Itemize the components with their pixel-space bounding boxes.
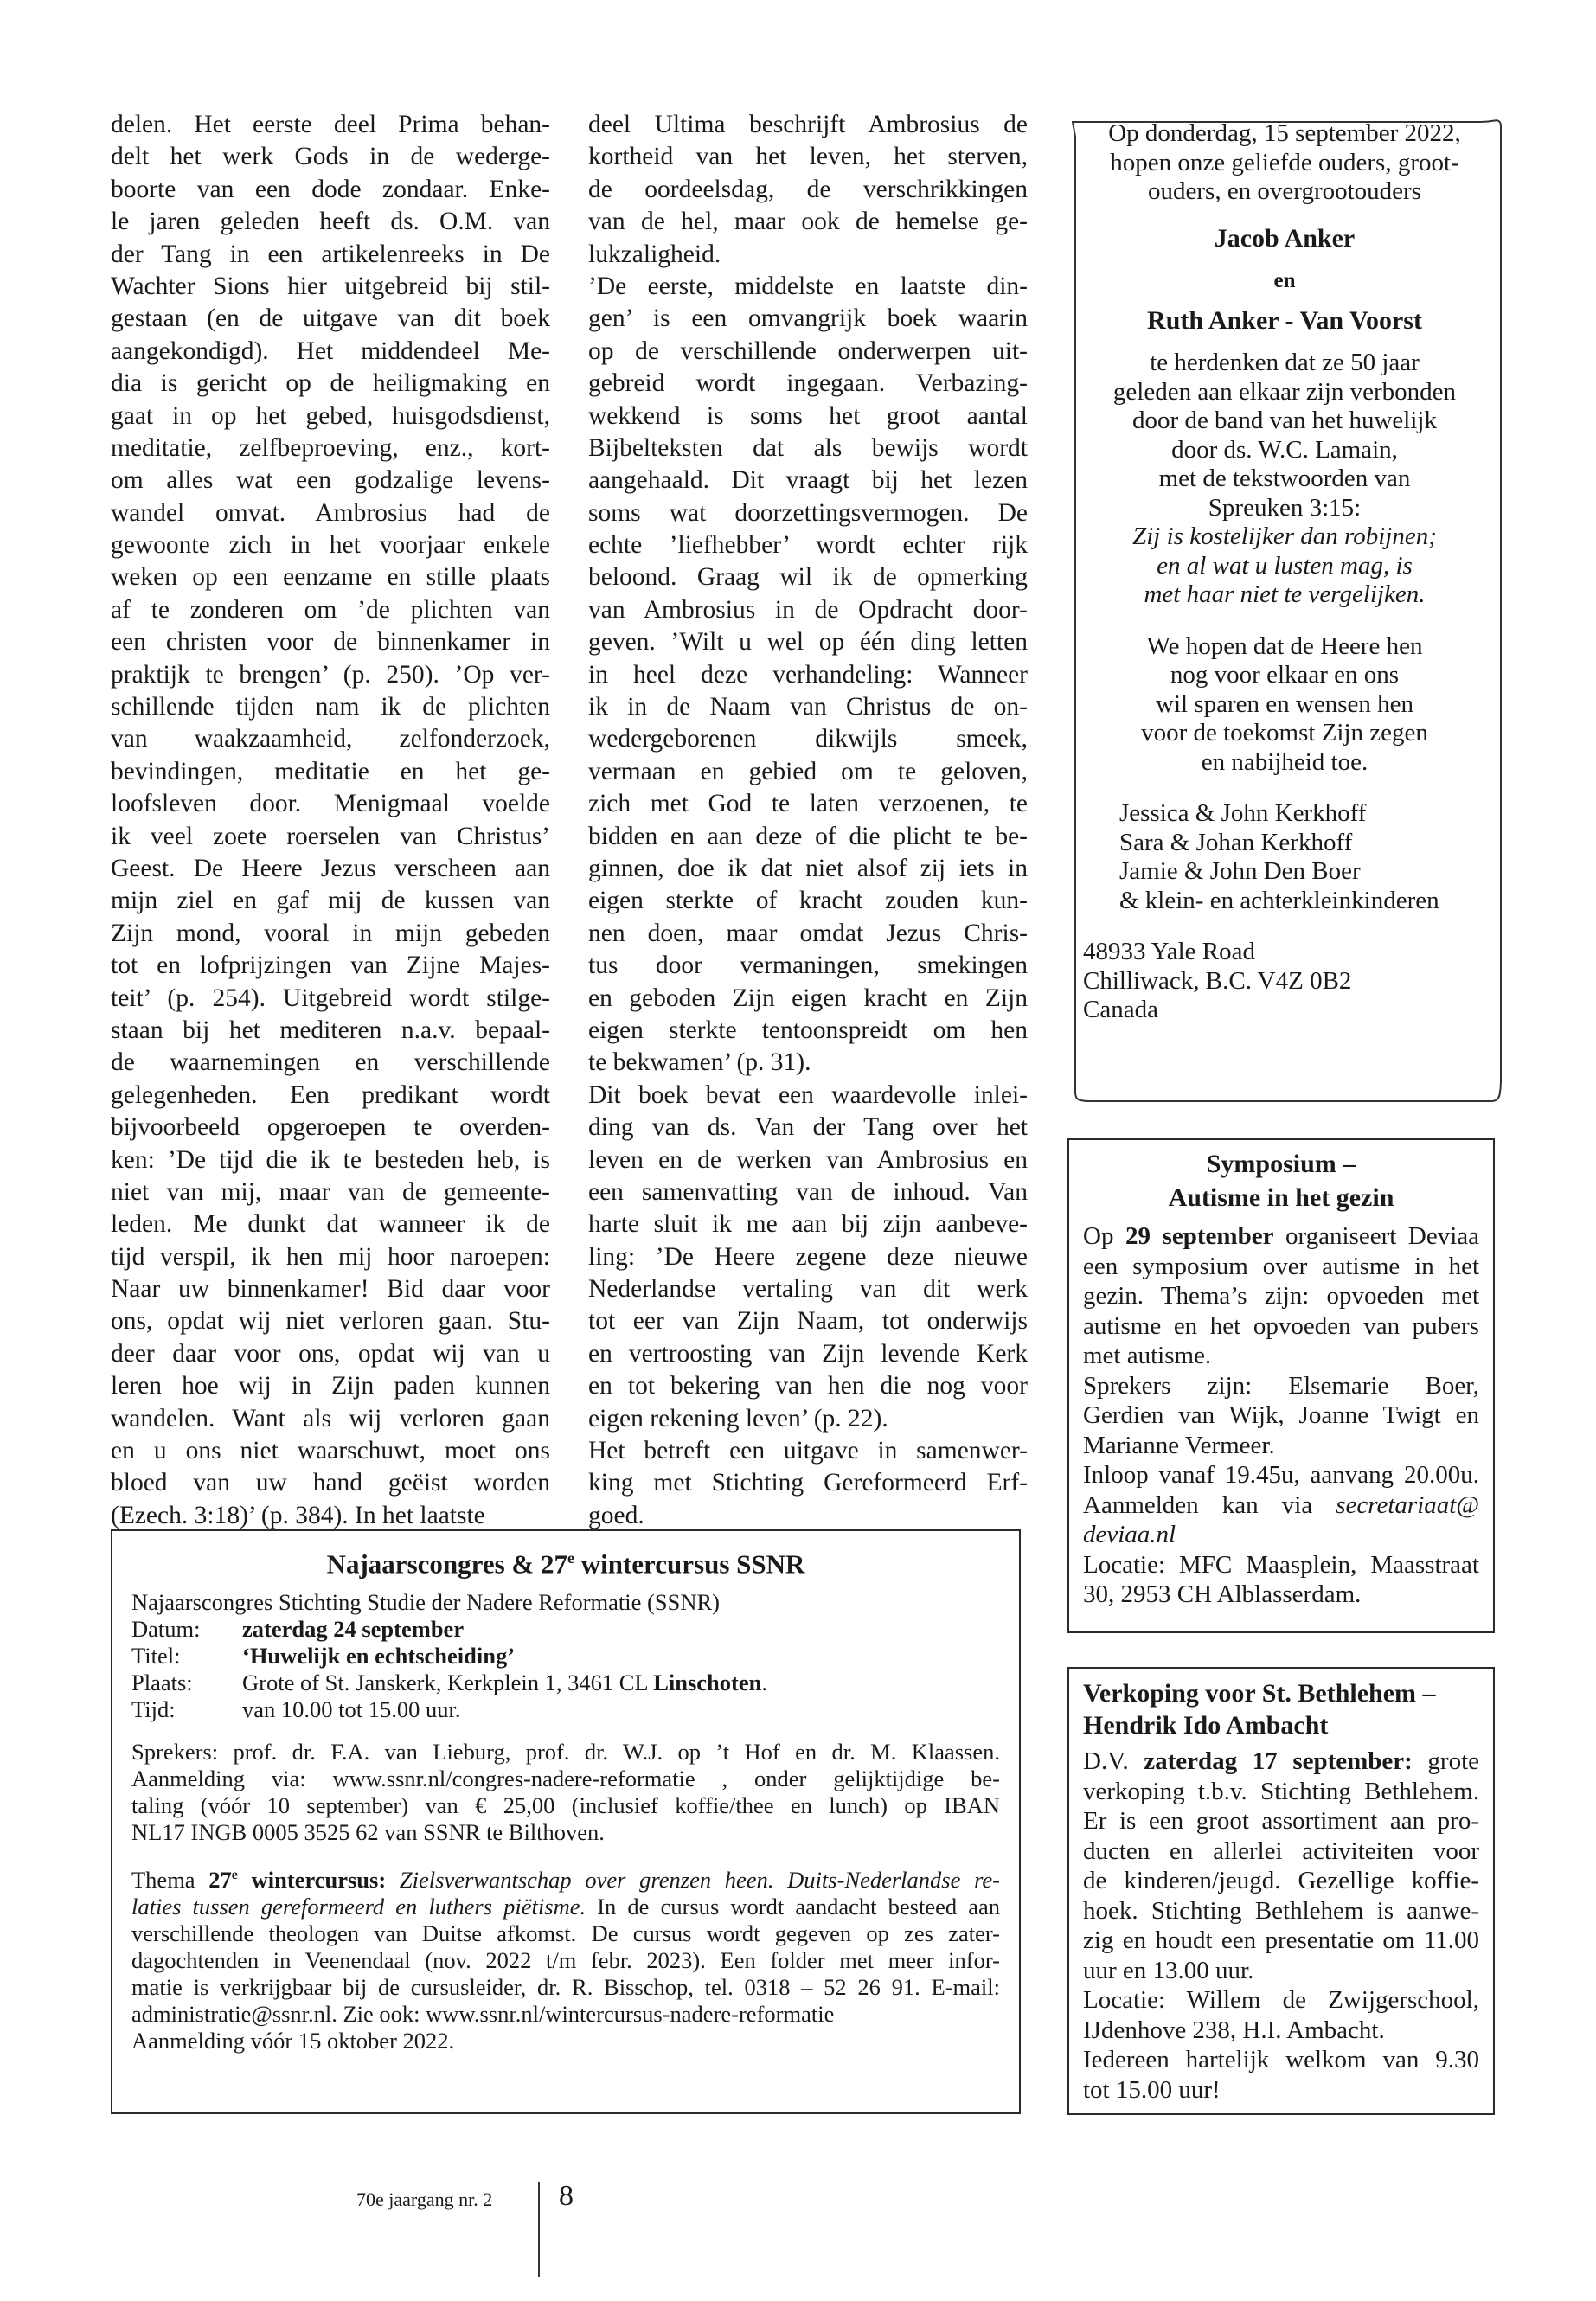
symposium-title-2: Autisme in het gezin: [1168, 1183, 1394, 1212]
article-line: praktijk te brengen’ (p. 250). ’Op ver-: [111, 660, 550, 689]
article-line: te bekwamen’ (p. 31).: [588, 1048, 811, 1077]
article-line: tus door vermaningen, smekingen: [588, 952, 1028, 980]
article-line: eigen rekening leven’ (p. 22).: [588, 1404, 888, 1433]
article-line: staan bij het mediteren n.a.v. bepaal-: [111, 1016, 550, 1044]
anniv-family-3: Jamie & John Den Boer: [1119, 857, 1361, 885]
symposium-location-1: Locatie: MFC Maasplein, Maasstraat: [1083, 1550, 1479, 1579]
anniv-wish-2: nog voor elkaar en ons: [1170, 661, 1400, 689]
article-line: (Ezech. 3:18)’ (p. 384). In het laatste: [111, 1501, 485, 1529]
article-line: der Tang in een artikelenreeks in De: [111, 240, 550, 268]
article-line: gestaan (en de uitgave van dit boek: [111, 304, 550, 333]
article-line: goed.: [588, 1501, 644, 1529]
article-line: aangehaald. Dit vraagt bij het lezen: [588, 466, 1028, 495]
congres-plaats-row: Plaats: Grote of St. Janskerk, Kerkplein 1, 3461 CL Linschoten.: [131, 1670, 767, 1696]
article-line: ding van ds. Van der Tang over het: [588, 1113, 1028, 1142]
article-line: lukzaligheid.: [588, 240, 721, 268]
bethlehem-title-2: Hendrik Ido Ambacht: [1083, 1711, 1329, 1740]
anniv-body-2: geleden aan elkaar zijn verbonden: [1112, 377, 1457, 406]
bethlehem-line: tot 15.00 uur!: [1083, 2075, 1221, 2104]
article-line: om alles wat een godzalige levens-: [111, 466, 550, 495]
article-line: zich met God te laten verzoenen, te: [588, 790, 1028, 818]
footer-issue: 70e jaargang nr. 2: [356, 2189, 493, 2210]
symposium-email-2: deviaa.nl: [1083, 1521, 1176, 1548]
anniv-wish-5: en nabijheid toe.: [1201, 747, 1368, 776]
symposium-line-1: Op 29 september organiseert Deviaa: [1083, 1222, 1480, 1250]
article-line: een samenvatting van de inhoud. Van: [588, 1177, 1028, 1206]
anniv-wish-3: wil sparen en wensen hen: [1156, 689, 1413, 718]
article-line: gen’ is een omvangrijk boek waarin: [588, 304, 1028, 333]
article-line: gebreid wordt ingegaan. Verbazing-: [588, 369, 1028, 398]
congres-thema-line: administratie@ssnr.nl. Zie ook: www.ssnr.nl/wintercursus-nadere-reformatie: [131, 2001, 835, 2028]
article-line: eigen sterkte of kracht zouden kun-: [588, 887, 1028, 915]
article-line: van waakzaamheid, zelfonderzoek,: [111, 725, 550, 753]
bethlehem-line: Er is een groot assortiment aan pro-: [1083, 1807, 1479, 1835]
article-line: Dit boek bevat een waardevolle inlei-: [588, 1080, 1028, 1109]
symposium-line: Sprekers zijn: Elsemarie Boer,: [1083, 1371, 1479, 1400]
bethlehem-line-1: D.V. zaterdag 17 september: grote: [1083, 1747, 1480, 1775]
article-line: dia is gericht op de heiligmaking en: [111, 369, 550, 398]
anniv-verse-2: en al wat u lusten mag, is: [1157, 551, 1413, 580]
article-line: delen. Het eerste deel Prima behan-: [111, 111, 550, 138]
article-line: ginnen, doe ik dat niet alsof zij iets in: [588, 854, 1028, 882]
article-line: geven. ’Wilt u wel op één ding letten: [588, 628, 1028, 657]
congres-thema-line: verschillende theologen van Duitse afkomst. De cursus wordt gegeven op zes zater-: [131, 1920, 1000, 1947]
article-line: eigen sterkte tentoonspreidt om hen: [588, 1016, 1028, 1044]
congres-title: Najaarscongres & 27e wintercursus SSNR: [326, 1548, 805, 1580]
bethlehem-line: Locatie: Willem de Zwijgerschool,: [1083, 1986, 1479, 2014]
article-line: Nederlandse vertaling van dit werk: [588, 1275, 1028, 1304]
article-line: soms wat doorzettingsvermogen. De: [588, 498, 1028, 527]
anniv-family-4: & klein- en achterkleinkinderen: [1119, 886, 1439, 914]
bethlehem-line: ducten en allerlei activiteiten voor: [1083, 1836, 1479, 1865]
article-line: deel Ultima beschrijft Ambrosius de: [588, 111, 1028, 138]
symposium-line: met autisme.: [1083, 1342, 1212, 1369]
article-line: een christen voor de binnenkamer in: [111, 628, 550, 657]
article-line: schillende tijden nam ik de plichten: [111, 693, 550, 721]
article-line: beloond. Graag wil ik de opmerking: [588, 563, 1028, 592]
symposium-line: Gerdien van Wijk, Joanne Twigt en: [1083, 1401, 1479, 1429]
article-line: king met Stichting Gereformeerd Erf-: [588, 1469, 1028, 1497]
article-line: wandel omvat. Ambrosius had de: [111, 498, 550, 527]
anniv-address-1: 48933 Yale Road: [1083, 938, 1255, 965]
article-line: ken: ’De tijd die ik te besteden heb, is: [111, 1145, 550, 1174]
anniv-intro-3: ouders, en overgrootouders: [1148, 177, 1421, 205]
bethlehem-line: hoek. Stichting Bethlehem is aanwe-: [1083, 1896, 1479, 1925]
article-line: meditatie, zelfbeproeving, enz., kort-: [111, 433, 550, 462]
article-line: bevindingen, meditatie en het ge-: [111, 757, 550, 785]
anniv-name-1: Jacob Anker: [1214, 223, 1356, 253]
symposium-email: secretariaat@: [1336, 1490, 1479, 1519]
anniv-family-2: Sara & Johan Kerkhoff: [1119, 828, 1353, 856]
article-line: teit’ (p. 254). Uitgebreid wordt stilge-: [111, 984, 550, 1012]
anniv-wish-4: voor de toekomst Zijn zegen: [1141, 719, 1428, 747]
article-line: leven en de werken van Ambrosius en: [588, 1145, 1028, 1174]
anniv-body-4: door ds. W.C. Lamain,: [1171, 435, 1398, 464]
article-line: Naar uw binnenkamer! Bid daar voor: [111, 1275, 550, 1304]
article-line: delt het werk Gods in de wederge-: [111, 143, 550, 171]
article-line: nen doen, maar omdat Jezus Chris-: [588, 919, 1028, 947]
anniv-intro-2: hopen onze geliefde ouders, groot-: [1110, 148, 1459, 176]
symposium-register-line: Aanmelden kan via secretariaat@: [1083, 1490, 1479, 1519]
symposium-line: gezin. Thema’s zijn: opvoeden met: [1083, 1282, 1479, 1310]
article-line: vermaan en gebied om te geloven,: [588, 757, 1028, 785]
article-line: gaat in op het gebed, huisgodsdienst,: [111, 401, 550, 430]
article-line: ling: ’De Heere zegene deze nieuwe: [588, 1242, 1028, 1271]
anniv-body-5: met de tekstwoorden van: [1158, 465, 1411, 492]
anniv-body-3: door de band van het huwelijk: [1132, 407, 1437, 434]
symposium-line: autisme en het opvoeden van pubers: [1083, 1311, 1479, 1340]
article-line: op de verschillende onderwerpen uit-: [588, 336, 1028, 365]
article-line: en u ons niet waarschuwt, moet ons: [111, 1437, 550, 1465]
article-line: bijvoorbeeld opgeroepen te overden-: [111, 1113, 550, 1142]
congres-thema-line-1: Thema 27e wintercursus: Zielsverwantschap over grenzen heen. Duits-Nederlandse re-: [131, 1867, 1000, 1894]
article-line: boorte van een dode zondaar. Enke-: [111, 175, 550, 203]
bethlehem-line: verkoping t.b.v. Stichting Bethlehem.: [1083, 1777, 1479, 1805]
article-line: en vertroosting van Zijn levende Kerk: [588, 1339, 1028, 1368]
article-line: mijn ziel en gaf mij de kussen van: [111, 887, 550, 915]
article-line: gewoonte zich in het voorjaar enkele: [111, 531, 550, 560]
article-line: en tot bekering van hen die nog voor: [588, 1372, 1028, 1400]
article-line: aangekondigd). Het middendeel Me-: [111, 336, 550, 365]
article-line: wedergeborenen dikwijls smeek,: [588, 725, 1028, 753]
symposium-location-2: 30, 2953 CH Alblasserdam.: [1083, 1580, 1362, 1608]
congres-sprekers-line: NL17 INGB 0005 3525 62 van SSNR te Bilthoven.: [131, 1819, 605, 1846]
congres-thema-line: matie is verkrijgbaar bij de cursusleider, dr. R. Bisschop, tel. 0318 – 52 26 91. E-mail:: [131, 1974, 1000, 2001]
article-line: loofsleven door. Menigmaal voelde: [111, 790, 550, 818]
article-line: deer daar voor ons, opdat wij van u: [111, 1339, 550, 1368]
article-line: tot en lofprijzingen van Zijne Majes-: [111, 952, 550, 980]
article-line: niet van mij, maar van de gemeente-: [111, 1177, 550, 1206]
anniv-body-6: Spreuken 3:15:: [1208, 493, 1362, 522]
article-line: echte ’liefhebber’ wordt echter rijk: [588, 531, 1028, 560]
anniversary-announcement: [1073, 119, 1497, 1025]
anniv-verse-3: met haar niet te vergelijken.: [1144, 580, 1426, 608]
anniv-family-1: Jessica & John Kerkhoff: [1119, 799, 1367, 827]
congres-thema-line: dagochtenden in Veenendaal (nov. 2022 t/m febr. 2023). Een folder met meer infor-: [131, 1947, 1000, 1974]
article-line: de oordeelsdag, de verschrikkingen: [588, 175, 1028, 203]
article-line: bidden en aan deze of die plicht te be-: [588, 822, 1028, 850]
article-line: harte sluit ik me aan bij zijn aanbeve-: [588, 1210, 1028, 1239]
bethlehem-box: [1067, 1667, 1495, 2115]
article-line: wekkend is soms het groot aantal: [588, 401, 1028, 430]
article-line: Bijbelteksten dat als bewijs wordt: [588, 433, 1028, 462]
bethlehem-line: de kinderen/jeugd. Gezellige koffie-: [1083, 1867, 1479, 1894]
article-column-2: [588, 109, 1028, 1532]
article-line: van de hel, maar ook de hemelse ge-: [588, 208, 1028, 236]
article-line: leden. Me dunkt dat wanneer ik de: [111, 1210, 550, 1239]
article-line: le jaren geleden heeft ds. O.M. van: [111, 208, 550, 236]
bethlehem-line: Iedereen hartelijk welkom van 9.30: [1083, 2046, 1479, 2073]
congres-sprekers-line: Aanmelding via: www.ssnr.nl/congres-nadere-reformatie , onder gelijktijdige be-: [131, 1766, 1000, 1792]
anniv-verse-1: Zij is kostelijker dan robijnen;: [1132, 522, 1437, 550]
anniv-intro-1: Op donderdag, 15 september 2022,: [1108, 119, 1461, 147]
article-line: Zijn mond, vooral in mijn gebeden: [111, 919, 550, 947]
symposium-line: Marianne Vermeer.: [1083, 1431, 1275, 1459]
congres-sprekers-line: taling (vóór 10 september) van € 25,00 (inclusief koffie/thee en lunch) op IBAN: [131, 1792, 1000, 1819]
article-line: de waarnemingen en verschillende: [111, 1048, 550, 1077]
congres-box: [111, 1529, 1021, 2114]
article-line: Wachter Sions hier uitgebreid bij stil-: [111, 272, 550, 300]
symposium-box: [1067, 1138, 1495, 1633]
symposium-line: een symposium over autisme in het: [1083, 1252, 1479, 1280]
congres-sprekers-line: Sprekers: prof. dr. F.A. van Lieburg, prof. dr. W.J. op ’t Hof en dr. M. Klaassen.: [131, 1739, 1000, 1766]
article-line: Geest. De Heere Jezus verscheen aan: [111, 854, 550, 882]
bethlehem-line: zig en houdt een presentatie om 11.00: [1083, 1926, 1479, 1954]
article-line: ’De eerste, middelste en laatste din-: [588, 272, 1028, 300]
article-line: bloed van uw hand geëist worden: [111, 1469, 550, 1497]
anniv-address-3: Canada: [1083, 996, 1158, 1023]
article-line: kortheid van het leven, het sterven,: [588, 143, 1028, 171]
article-line: in heel deze verhandeling: Wanneer: [588, 660, 1028, 689]
congres-thema-line-2: laties tussen gereformeerd en luthers piëtisme. In de cursus wordt aandacht besteed aan: [131, 1894, 1000, 1920]
article-line: Het betreft een uitgave in samenwer-: [588, 1437, 1028, 1465]
congres-subtitle: Najaarscongres Stichting Studie der Nadere Reformatie (SSNR): [131, 1589, 720, 1616]
article-line: ik in de Naam van Christus de on-: [588, 693, 1028, 721]
article-line: van Ambrosius in de Opdracht door-: [588, 595, 1028, 624]
article-line: tot eer van Zijn Naam, tot onderwijs: [588, 1307, 1028, 1336]
article-line: ik veel zoete roerselen van Christus’: [111, 822, 550, 850]
congres-thema-line: Aanmelding vóór 15 oktober 2022.: [131, 2028, 455, 2054]
bethlehem-line: uur en 13.00 uur.: [1083, 1956, 1254, 1984]
article-line: en geboden Zijn eigen kracht en Zijn: [588, 984, 1028, 1012]
congres-tijd-row: Tijd: van 10.00 tot 15.00 uur.: [131, 1696, 461, 1723]
article-line: tijd verspil, ik hen mij hoor naroepen:: [111, 1242, 550, 1271]
article-line: ons, opdat wij niet verloren gaan. Stu-: [111, 1307, 550, 1336]
anniv-and: en: [1273, 269, 1296, 292]
article-column-1: [111, 109, 550, 1532]
congres-titel-row: Titel: ‘Huwelijk en echtscheiding’: [131, 1643, 516, 1670]
symposium-title-1: Symposium –: [1206, 1150, 1356, 1178]
article-line: af te zonderen om ’de plichten van: [111, 595, 550, 624]
anniv-name-2: Ruth Anker - Van Voorst: [1147, 305, 1422, 335]
anniv-wish-1: We hopen dat de Heere hen: [1146, 631, 1423, 660]
footer-divider: [538, 2182, 540, 2277]
article-line: gelegenheden. Een predikant wordt: [111, 1080, 550, 1109]
anniv-address-2: Chilliwack, B.C. V4Z 0B2: [1083, 966, 1352, 995]
bethlehem-title-1: Verkoping voor St. Bethlehem –: [1083, 1679, 1436, 1708]
bethlehem-line: IJdenhove 238, H.I. Ambacht.: [1083, 2016, 1385, 2044]
article-line: wandelen. Want als wij verloren gaan: [111, 1404, 550, 1433]
page-number: 8: [559, 2180, 574, 2212]
congres-datum-row: Datum: zaterdag 24 september: [131, 1616, 465, 1643]
article-line: leren hoe wij in Zijn paden kunnen: [111, 1372, 550, 1400]
anniv-body-1: te herdenken dat ze 50 jaar: [1150, 349, 1420, 376]
article-line: weken op een eenzame en stille plaats: [111, 563, 550, 592]
symposium-line: Inloop vanaf 19.45u, aanvang 20.00u.: [1083, 1461, 1479, 1489]
